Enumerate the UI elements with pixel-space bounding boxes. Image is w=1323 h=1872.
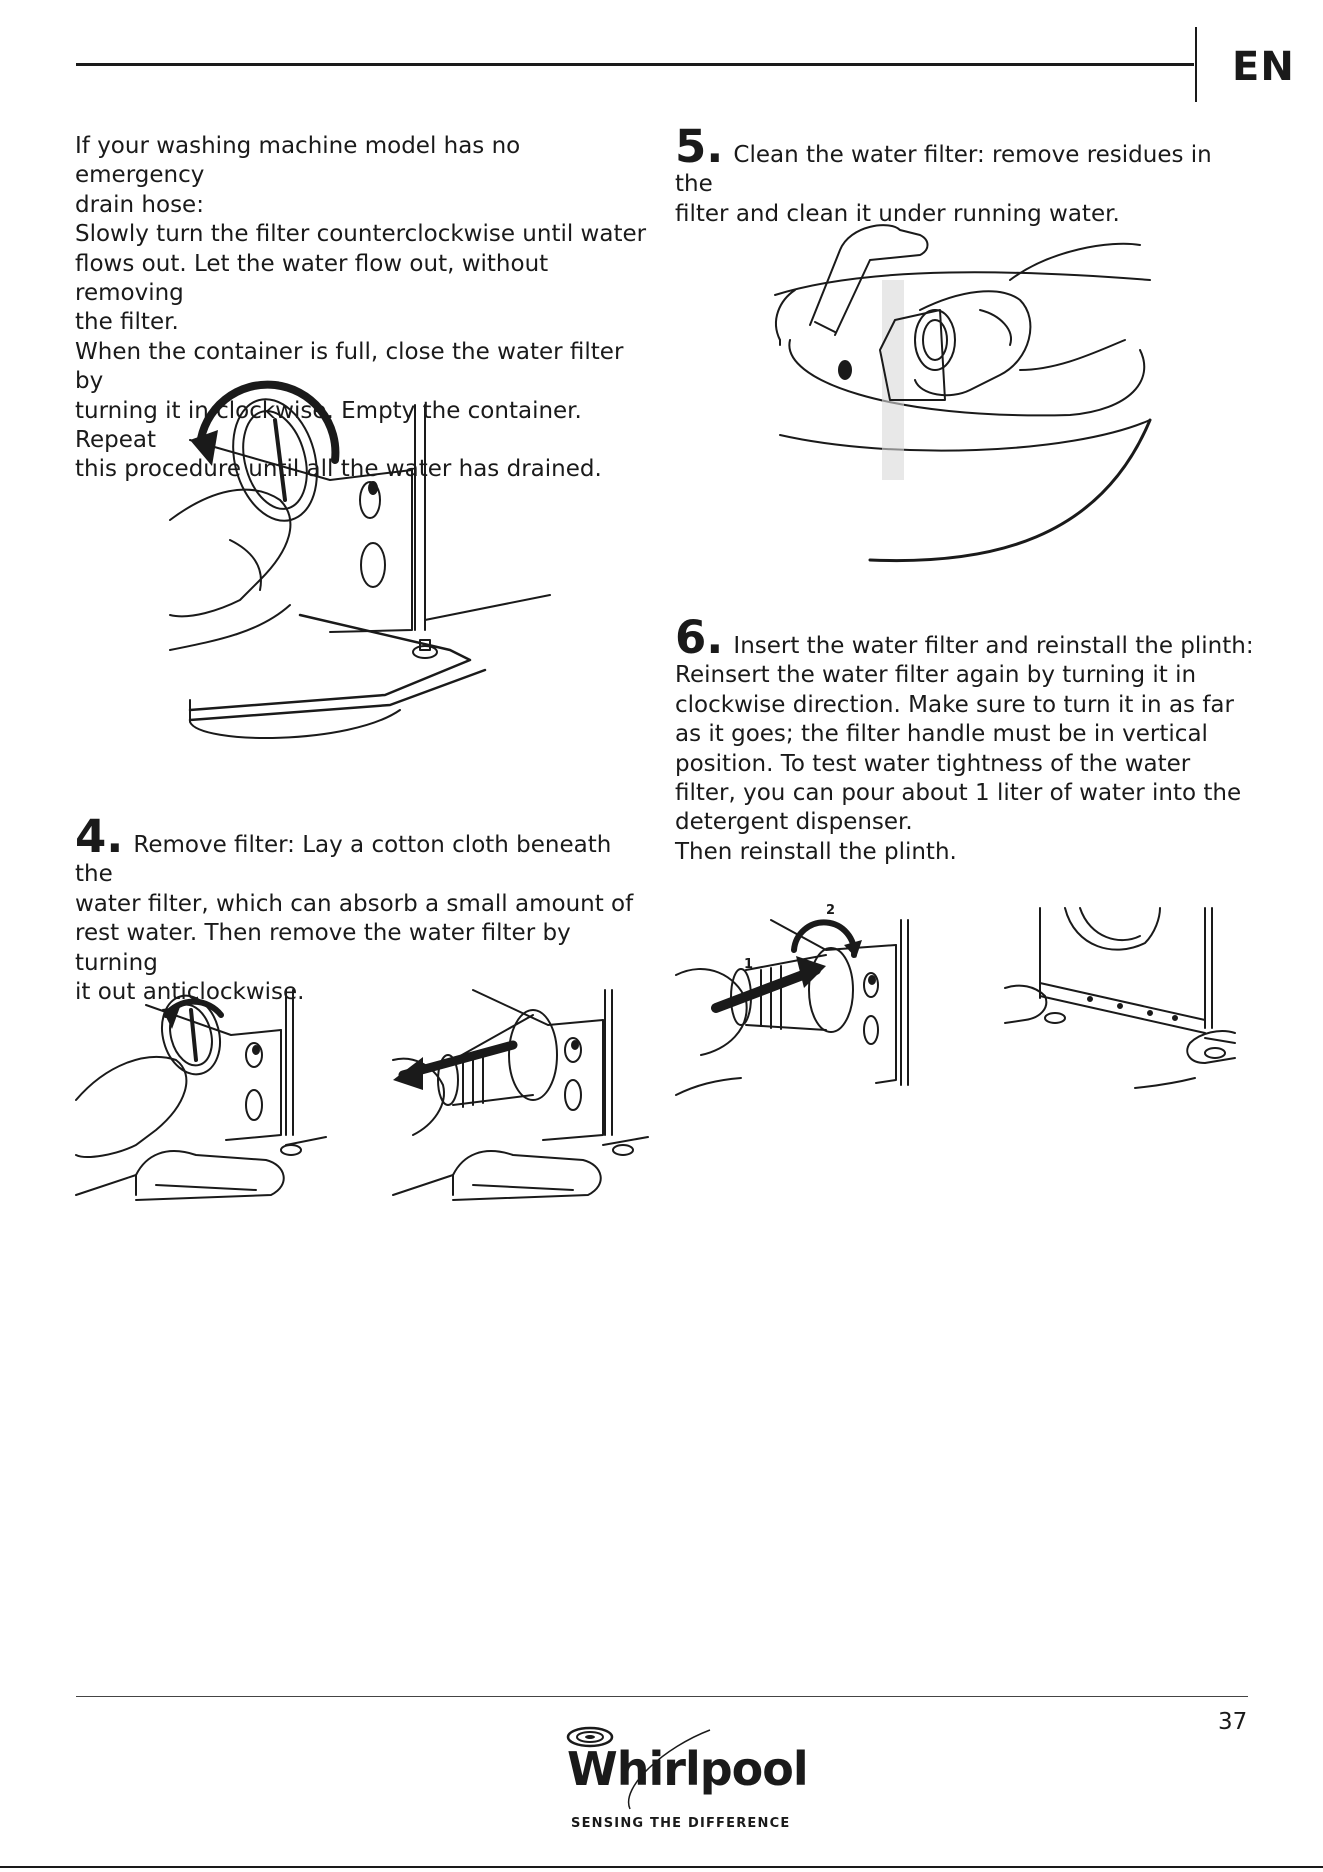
intro-line: the filter. <box>75 309 179 336</box>
step-6-paragraph <box>675 611 1255 867</box>
figure-label-2: 2 <box>826 903 836 918</box>
brand-wordmark: Whirlpool <box>567 1742 808 1796</box>
figure-remove-filter-pull <box>393 985 653 1200</box>
figure-reinsert-filter <box>676 900 936 1100</box>
figure-drain-filter-turn <box>170 400 570 750</box>
step-4-line: it out anticlockwise. <box>75 979 305 1006</box>
intro-line: this procedure until all the water has drained. <box>75 456 602 483</box>
footer-rule <box>76 1696 1248 1697</box>
page-number: 37 <box>1218 1709 1248 1735</box>
intro-line: When the container is full, close the water filter by <box>75 338 624 395</box>
step-6-line: filter, you can pour about 1 liter of water into the <box>675 780 1242 807</box>
intro-line: turning it in clockwise. Empty the container. Repeat <box>75 397 582 454</box>
step-4-line: rest water. Then remove the water filter by turning <box>75 920 571 976</box>
header-divider <box>1195 27 1197 102</box>
intro-line: flows out. Let the water flow out, without removing <box>75 250 549 307</box>
language-label: EN <box>1232 44 1295 90</box>
intro-line: Slowly turn the filter counterclockwise until water <box>75 221 647 248</box>
brand-tagline: SENSING THE DIFFERENCE <box>571 1816 791 1831</box>
step-6-line: clockwise direction. Make sure to turn it in as far <box>675 691 1234 718</box>
step-4-line: water filter, which can absorb a small amount of <box>75 890 634 917</box>
step-5-paragraph <box>675 120 1255 229</box>
figure-label-1: 1 <box>744 957 754 972</box>
page-bottom-rule <box>0 1866 1323 1868</box>
step-6-line: as it goes; the filter handle must be in vertical <box>675 721 1208 748</box>
step-4-line: Remove filter: Lay a cotton cloth beneath the <box>75 832 612 888</box>
step-5-number: 5. <box>675 120 724 173</box>
figure-clean-filter-tap <box>770 220 1170 570</box>
intro-line: If your washing machine model has no emergency <box>75 133 521 189</box>
step-6-number: 6. <box>675 611 724 664</box>
step-6-line: Insert the water filter and reinstall the plinth: <box>733 633 1254 659</box>
step-6-line: detergent dispenser. <box>675 809 913 836</box>
step-4-paragraph <box>75 810 655 1007</box>
step-5-line: filter and clean it under running water. <box>675 200 1120 227</box>
logo-swoosh <box>625 1727 725 1812</box>
whirlpool-logo <box>535 1722 808 1847</box>
figure-reinstall-plinth <box>1005 908 1245 1093</box>
intro-line: drain hose: <box>75 191 204 218</box>
step-5-line: Clean the water filter: remove residues in the <box>675 142 1212 198</box>
step-6-line: position. To test water tightness of the water <box>675 750 1191 777</box>
figure-remove-filter-turn <box>76 985 336 1200</box>
step-6-line: Then reinstall the plinth. <box>675 838 957 865</box>
step-4-number: 4. <box>75 810 124 863</box>
header-rule <box>76 63 1194 66</box>
step-6-line: Reinsert the water filter again by turning it in <box>675 662 1197 689</box>
